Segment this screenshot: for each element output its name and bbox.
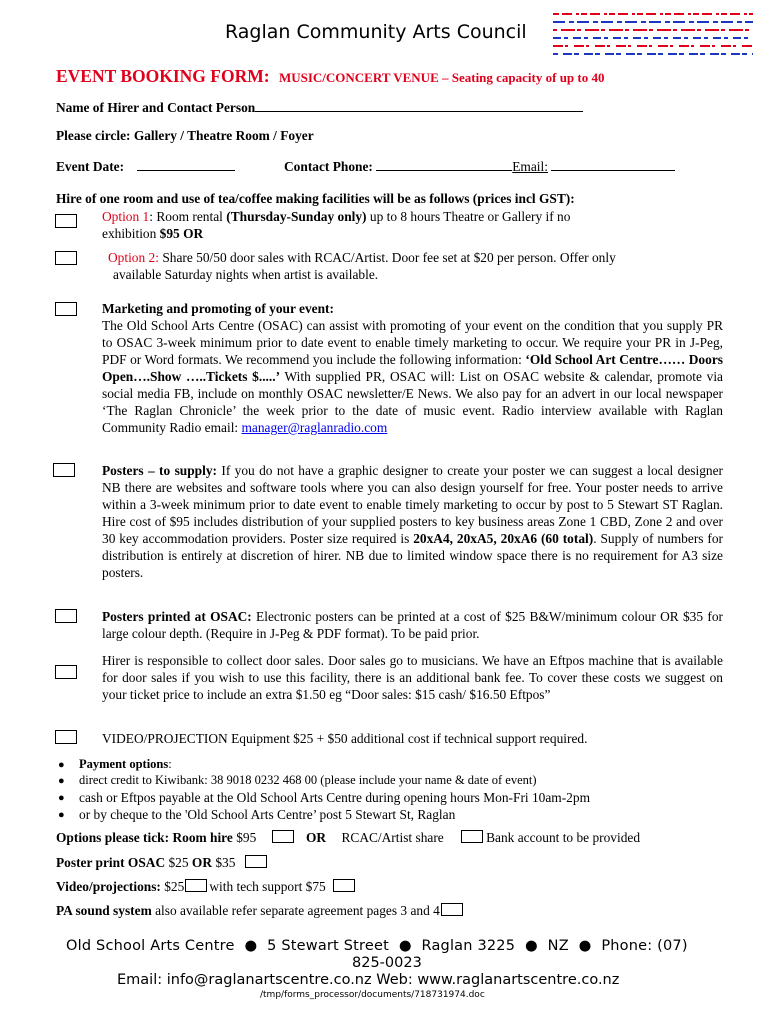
contact-phone-input-line[interactable] [376,158,512,171]
marketing-section [102,300,723,436]
posters-section: Posters – to supply: If you do not have a graphic designer to create your poster we can suggest a local designer NB there are websites and software tools where you can also design yourself for free. Your poster needs to arrive within a 3-week minimum prior to date event to enable timely marketing to occur by post to 5 Stewart ST Raglan. Hire cost of $95 includes distribution of your supplied posters to key business areas Zone 1 CBD, Zone 2 and over 30 key accommodation providers. Poster size required is 20xA4, 20xA5, 20xA6 (60 total). Supply of numbers for distribution is entirely at discretion of hirer. NB due to limited window space there is no requirement for A3 size posters. [102,463,724,580]
bullet-icon: ● [58,775,65,787]
posters-heading: Posters – to supply: [102,463,217,478]
options-row: Options please tick: Room hire $95 OR RCAC/Artist share Bank account to be provided [56,830,641,845]
options-label: Options please tick: [56,830,170,845]
payment-item: or by cheque to the 'Old School Arts Centre’ post 5 Stewart St, Raglan [79,807,456,822]
tech-support-label: with tech support $75 [209,879,326,894]
hirer-row [56,99,583,116]
option2-checkbox[interactable] [55,251,77,265]
bank-note: Bank account to be provided [486,830,641,845]
artist-share-label: RCAC/Artist share [341,830,444,845]
hirer-input-line[interactable] [255,99,583,112]
option1-checkbox[interactable] [55,214,77,228]
footer-town: Raglan 3225 [421,938,516,954]
org-name: Raglan Community Arts Council [225,21,527,43]
marketing-heading: Marketing and promoting of your event: [102,301,334,316]
option2-line1 [108,250,616,266]
option1-line1 [102,209,570,225]
option2-line2: available Saturday nights when artist is available. [113,267,379,282]
footer-phone-label: Phone: (07) [601,938,688,954]
pa-label: PA sound system [56,903,152,918]
event-date-input-line[interactable] [137,158,235,171]
footer-street: 5 Stewart Street [267,938,390,954]
option1-label: Option 1 [102,209,150,224]
payment-item: cash or Eftpos payable at the Old School Arts Centre during opening hours Mon-Fri 10am-2pm [79,790,590,805]
option1-price: $95 OR [159,226,204,241]
room-hire-checkbox[interactable] [272,830,294,843]
footer-phone-number: 825-0023 [352,955,422,971]
contact-phone-label: Contact Phone: [284,159,373,174]
artist-share-checkbox[interactable] [461,830,483,843]
bullet-icon: ● [578,938,592,954]
poster-print-row: Poster print OSAC $25 OR $35 [56,855,270,871]
poster-sizes: 20xA4, 20xA5, 20xA6 (60 total) [413,531,594,546]
bullet-icon: ● [58,792,65,804]
tech-support-checkbox[interactable] [333,879,355,892]
bullet-icon: ● [58,759,65,771]
video-text: VIDEO/PROJECTION Equipment $25 + $50 additional cost if technical support required. [102,731,588,746]
marketing-quote: ‘Old School Art Centre…… Doors Open….Show …..Tickets $.....’ [102,352,723,384]
option1-line2 [102,226,203,242]
event-date-row [56,158,235,175]
form-subtitle: MUSIC/CONCERT VENUE – Seating capacity of up to 40 [278,70,605,85]
osac-label: OSAC [127,855,166,870]
bullet-icon: ● [524,938,538,954]
email-label: Email: [512,159,548,174]
printed-section: Posters printed at OSAC: Electronic posters can be printed at a cost of $25 B&W/minimum colour OR $35 for large colour depth. (Require in J-Peg & PDF format). To be paid prior. [102,609,723,641]
video-checkbox[interactable] [55,730,77,744]
contact-row [284,158,675,175]
circle-label: Please circle: Gallery / Theatre Room / Foyer [56,128,314,143]
option1-line2-pre: exhibition [102,226,160,241]
footer-address [66,938,688,954]
bullet-icon: ● [58,809,65,821]
poster-print-checkbox[interactable] [245,855,267,868]
footer-email-web: Email: info@raglanartscentre.co.nz Web: www.raglanartscentre.co.nz [117,972,620,988]
form-title-line [56,66,605,87]
hire-heading: Hire of one room and use of tea/coffee making facilities will be as follows (prices incl GST): [56,191,575,206]
pa-row: PA sound system also available refer separate agreement pages 3 and 4 [56,903,466,919]
printed-checkbox[interactable] [55,609,77,623]
video-checkbox-option[interactable] [185,879,207,892]
video-options-label: Video/projections: [56,879,161,894]
footer-doc-path: /tmp/forms_processor/documents/718731974.doc [260,990,485,1000]
door-sales-text: Hirer is responsible to collect door sales. Door sales go to musicians. We have an Eftpos machine that is available for door sales if you wish to use this facility, there is an additional bank fee. To cover these costs we suggest on your ticket price to include an extra $1.50 eg “Door sales: $15 cash/ $16.50 Eftpos” [102,653,723,702]
option2-label: Option 2: [108,250,159,265]
bullet-icon: ● [244,938,258,954]
printed-heading: Posters printed at OSAC: [102,609,252,624]
marketing-checkbox[interactable] [55,302,77,316]
hirer-label: Name of Hirer and Contact Person [56,100,256,115]
radio-email-link[interactable]: manager@raglanradio.com [241,420,388,435]
pa-checkbox[interactable] [441,903,463,916]
posters-checkbox[interactable] [53,463,75,477]
room-hire-label: Room hire [172,830,233,845]
video-options-row: Video/projections: $25 with tech support $75 [56,879,358,895]
option1-days: (Thursday-Sunday only) [226,209,367,224]
form-title: EVENT BOOKING FORM: [56,66,270,86]
bullet-icon: ● [398,938,412,954]
event-date-label: Event Date: [56,159,125,174]
option1-pre: : Room rental [149,209,227,224]
marketing-body: The Old School Arts Centre (OSAC) can assist with promoting of your event on the condition that you supply PR to OSAC 3-week minimum prior to date event to enable timely marketing to occur. We require your PR in J-Peg, PDF or Word formats. We recommend you include the following information: ‘Old School Art Centre…… Doors Open….Show …..Tickets $.....’ With supplied PR, OSAC will: List on OSAC website & calendar, promote via social media FB, include on monthly OSAC newsletter/E News. We also pay for an advert in our local newspaper ‘The Raglan Chronicle’ the week prior to the date of music event. Radio interview available with Raglan Community Radio email: manager@raglanradio.com [102,318,723,435]
or-label: OR [306,830,327,845]
footer-venue: Old School Arts Centre [66,938,235,954]
payment-heading-row: Payment options: [79,757,172,771]
poster-print-label: Poster print [56,855,125,870]
payment-item: direct credit to Kiwibank: 38 9018 0232 468 00 (please include your name & date of event) [79,773,537,787]
logo-graphic [553,6,753,64]
payment-heading: Payment options [79,757,169,771]
footer-country: NZ [547,938,569,954]
door-sales-checkbox[interactable] [55,665,77,679]
option1-post: up to 8 hours Theatre or Gallery if no [366,209,571,224]
email-input-line[interactable] [551,158,675,171]
option2-text: Share 50/50 door sales with RCAC/Artist. Door fee set at $20 per person. Offer only [158,250,616,265]
